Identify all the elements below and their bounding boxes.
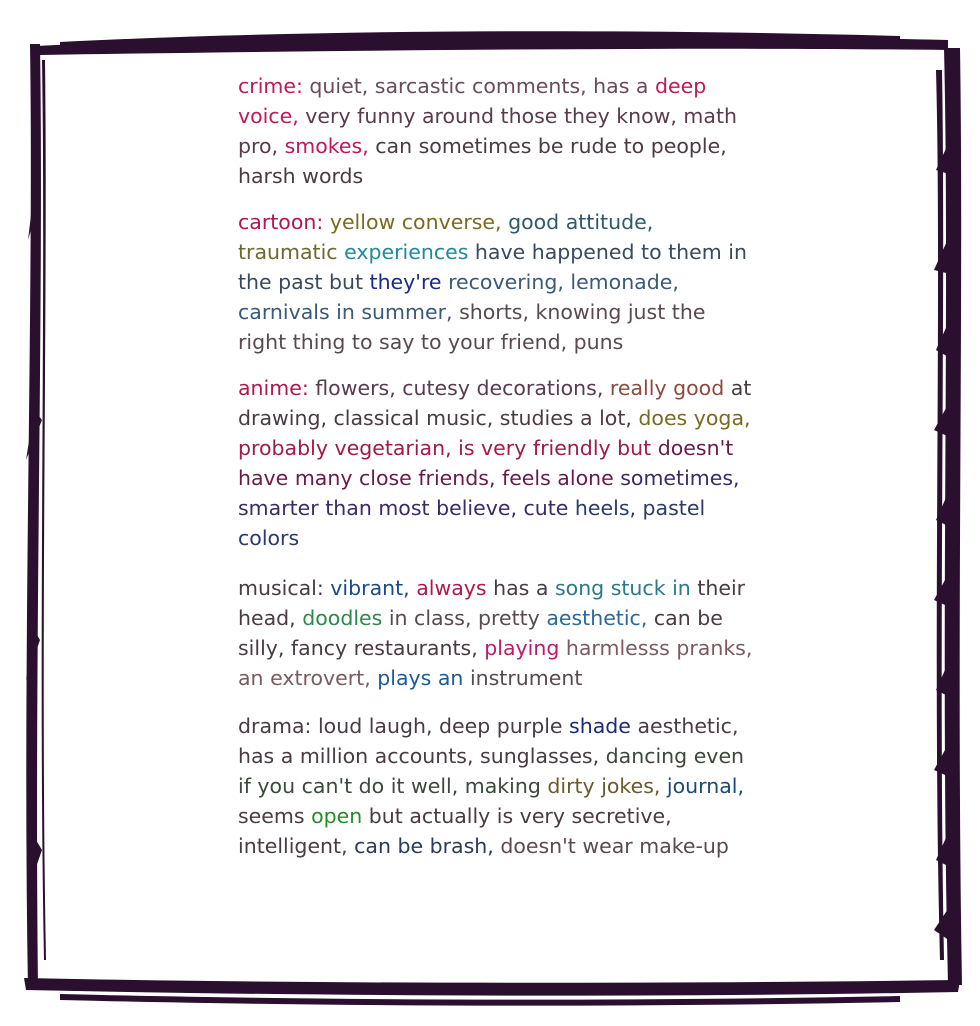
text-segment: can be silly, fancy restaurants, [238, 606, 723, 660]
text-segment: does yoga, [638, 406, 751, 430]
text-segment: but actually is very secretive, intelligent, [238, 804, 672, 858]
text-segment: cartoon: [238, 210, 330, 234]
text-segment: plays an [377, 666, 470, 690]
text-segment: instrument [469, 666, 583, 690]
frame-bottom [24, 978, 960, 996]
text-segment: quiet, sarcastic comments, has a [309, 74, 655, 98]
text-segment: probably vegetarian, is very friendly but [238, 436, 658, 460]
text-segment: doesn't wear make-up [500, 834, 729, 858]
text-segment: aesthetic, [546, 606, 654, 630]
text-segment: playing [484, 636, 566, 660]
text-segment: traumatic [238, 240, 345, 264]
text-segment: can be brash, [354, 834, 501, 858]
text-segment: really good [609, 376, 731, 400]
text-segment: deep voice, [238, 74, 707, 128]
paragraph-musical [238, 573, 758, 693]
text-segment: very funny around those they know, math pro, [238, 104, 737, 158]
text-segment: seems [238, 804, 312, 828]
text-segment: heels, pastel colors [238, 496, 706, 550]
paragraph-anime [238, 373, 758, 553]
text-segment: dancing even if you can't do it well, making [238, 744, 745, 798]
text-segment: drama: loud laugh, deep purple [238, 714, 570, 738]
text-segment: crime: [238, 74, 310, 98]
text-segment: aesthetic, has a million accounts, sunglasses, [238, 714, 739, 768]
text-segment: dirty jokes, [547, 774, 667, 798]
frame-bottom-stroke-2 [60, 994, 900, 1006]
text-segment: can sometimes be rude to people, harsh words [238, 134, 727, 188]
text-segment: anime: [238, 376, 316, 400]
text-segment: at drawing, classical music, studies a lot, [238, 376, 752, 430]
text-segment: good attitude, [508, 210, 654, 234]
paragraph-drama [238, 711, 758, 861]
text-segment: musical: [238, 576, 331, 600]
text-segment: open [311, 804, 369, 828]
text-segment: journal, [666, 774, 744, 798]
text-segment: have happened to them in the past but [238, 240, 747, 294]
text-segment: flowers, cutesy decorations, [315, 376, 610, 400]
text-segment: doodles [302, 606, 389, 630]
text-segment: smokes, [284, 134, 376, 158]
text-segment: harmlesss pranks, an extrovert, [238, 636, 753, 690]
text-segment: in class, pretty [388, 606, 547, 630]
text-segment: vibrant, [330, 576, 417, 600]
paragraph-crime [238, 71, 758, 191]
text-segment: their head, [238, 576, 746, 630]
text-segment: song stuck in [554, 576, 698, 600]
text-segment: doesn't have many close friends, feels alone [238, 436, 734, 490]
character-trait-list [238, 71, 758, 861]
text-segment: has a [493, 576, 555, 600]
text-segment: experiences [344, 240, 475, 264]
frame-left-stroke-2 [42, 60, 46, 960]
text-segment: recovering, lemonade, carnivals in summer, [238, 270, 679, 324]
text-segment: yellow converse, [329, 210, 509, 234]
paragraph-cartoon [238, 207, 758, 357]
text-segment: sometimes, smarter than most believe, cute [238, 466, 740, 520]
text-segment: they're [369, 270, 449, 294]
text-segment: shade [569, 714, 638, 738]
text-segment: shorts, knowing just the right thing to say to your friend, puns [238, 300, 706, 354]
text-segment: always [416, 576, 494, 600]
